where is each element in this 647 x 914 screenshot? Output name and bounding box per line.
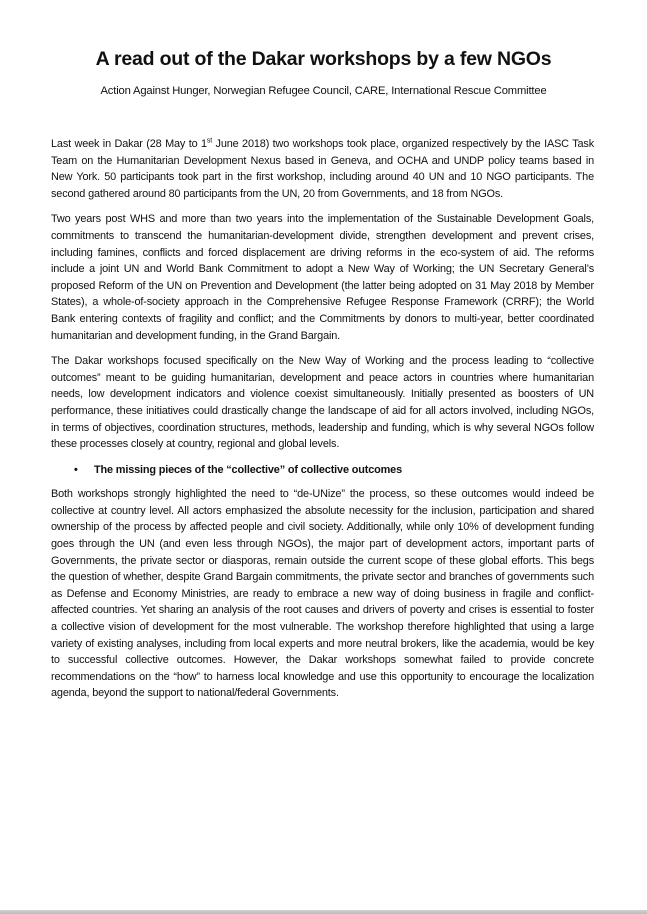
paragraph-intro-start: Last week in Dakar (28 May to 1 [51, 138, 207, 150]
paragraph-focus: The Dakar workshops focused specifically on the New Way of Working and the process leading to “collective outcomes” meant to be guiding humanitarian, development and peace actors in countries where humanitarian needs, low development indicators and violence coexist simultaneously. Initially presented as boosters of UN performance, these initiatives could drastically change the landscape of aid for all actors involved, including NGOs, in terms of objectives, coordination structures, methods, leadership and funding, which is why several NGOs follow these processes closely at country, regional and global levels. [51, 355, 594, 451]
section-heading [51, 462, 594, 479]
bullet-icon: • [74, 463, 78, 476]
page-bottom-edge [0, 910, 647, 914]
ordinal-suffix: st [206, 137, 213, 145]
document-body [51, 136, 594, 711]
paragraph-context: Two years post WHS and more than two years into the implementation of the Sustainable Development Goals, commitments to transcend the humanitarian-development divide, strengthen development and prevent crises, including famines, conflicts and forced displacement are driving reforms in the eco-system of aid. The reforms include a joint UN and World Bank Commitment to adopt a New Way of Working; the UN Secretary General’s proposed Reform of the UN on Prevention and Development (the latter being adopted on 31 May 2018 by Member States), a whole-of-society approach in the Comprehensive Refugee Response Framework (CRRF); the World Bank entering contexts of fragility and conflict; and the Commitments by donors to multi-year, better coordinated humanitarian and development funding, in the Grand Bargain. [51, 213, 594, 342]
paragraph-intro-rest: June 2018) two workshops took place, organized respectively by the IASC Task Team on the Humanitarian Development Nexus based in Geneva, and OCHA and UNDP policy teams based in New York. 50 participants took part in the first workshop, including around 40 UN and 10 NGO participants. The second gathered around 80 participants from the UN, 20 from Governments, and 18 from NGOs. [51, 138, 594, 200]
paragraph-missing-pieces: Both workshops strongly highlighted the need to “de-UNize” the process, so these outcomes would indeed be collective at country level. All actors emphasized the absolute necessity for the inclusion, participation and shared ownership of the process by affected people and civil society. Additionally, while only 10% of development funding goes through the UN (and even less through NGOs), the major part of development actors, important parts of Governments, the private sector or diasporas, remain outside the current scope of these global efforts. This begs the question of whether, despite Grand Bargain commitments, the private sector and branches of governments such as Defense and Economy Ministries, are ready to embrace a new way of doing business in fragile and conflict-affected countries. Yet sharing an analysis of the root causes and drivers of poverty and crises is essential to foster a collective vision of development for the most vulnerable. The workshop therefore highlighted that using a large variety of existing analyses, including from local experts and more neutral brokers, like the academia, would be key to successful collective outcomes. However, the Dakar workshops somewhat failed to provide concrete recommendations on the “how” to harness local knowledge and use this opportunity to encourage the localization agenda, beyond the support to national/federal Governments. [51, 488, 594, 700]
section-heading-text: The missing pieces of the “collective” of collective outcomes [94, 463, 402, 476]
document-subtitle: Action Against Hunger, Norwegian Refugee Council, CARE, International Rescue Committee [100, 85, 547, 97]
document-title: A read out of the Dakar workshops by a few NGOs [95, 48, 552, 70]
paragraph-intro [51, 136, 594, 202]
